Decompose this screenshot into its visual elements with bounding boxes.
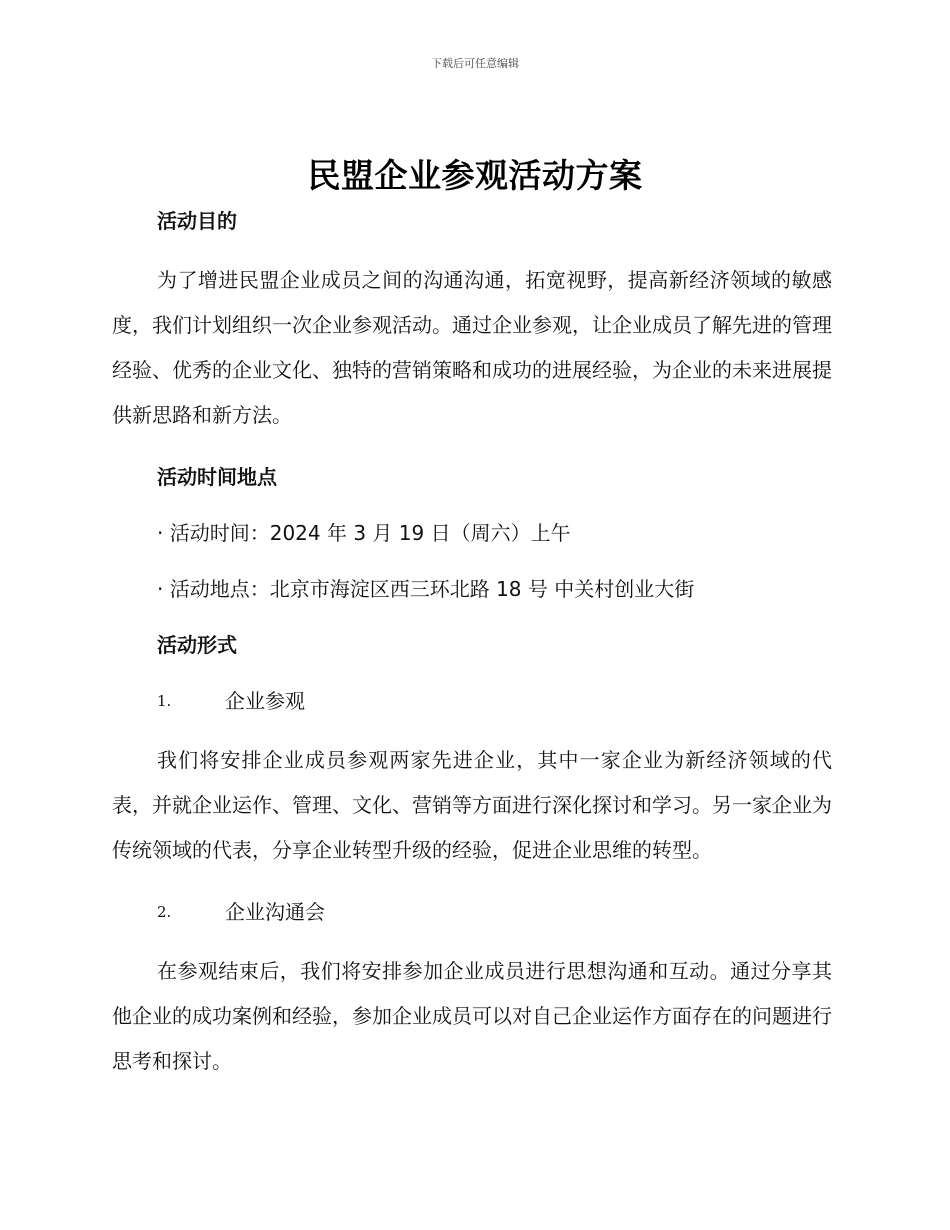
section-heading-form: 活动形式 [157,633,237,657]
section-heading-time-place: 活动时间地点 [157,465,277,489]
form-item-2-paragraph: 在参观结束后，我们将安排参加企业成员进行思想沟通和互动。通过分享其他企业的成功案例和经验，参加企业成员可以对自己企业运作方面存在的问题进行思考和探讨。 [112,959,832,1073]
section-heading-purpose: 活动目的 [157,209,237,233]
document-title: 民盟企业参观活动方案 [307,156,643,195]
header-note: 下载后可任意编辑 [431,57,519,70]
form-item-2-label: 企业沟通会 [225,900,325,924]
form-item-2 [157,893,832,931]
form-item-1-paragraph: 我们将安排企业成员参观两家先进企业，其中一家企业为新经济领域的代表，并就企业运作、管理、文化、营销等方面进行深化探讨和学习。另一家企业为传统领域的代表，分享企业转型升级的经验，促进企业思维的转型。 [112,748,832,862]
activity-time: · 活动时间：2024 年 3 月 19 日（周六）上午 [157,521,571,545]
purpose-paragraph: 为了增进民盟企业成员之间的沟通沟通，拓宽视野，提高新经济领域的敏感度，我们计划组织一次企业参观活动。通过企业参观，让企业成员了解先进的管理经验、优秀的企业文化、独特的营销策略和成功的进展经验，为企业的未来进展提供新思路和新方法。 [112,268,832,427]
form-item-2-number: 2. [157,903,172,921]
form-item-1-label: 企业参观 [225,689,305,713]
document-body [112,202,832,1084]
form-item-1-number: 1. [157,692,172,710]
form-item-1 [157,682,832,720]
activity-place: · 活动地点：北京市海淀区西三环北路 18 号 中关村创业大街 [157,577,695,601]
